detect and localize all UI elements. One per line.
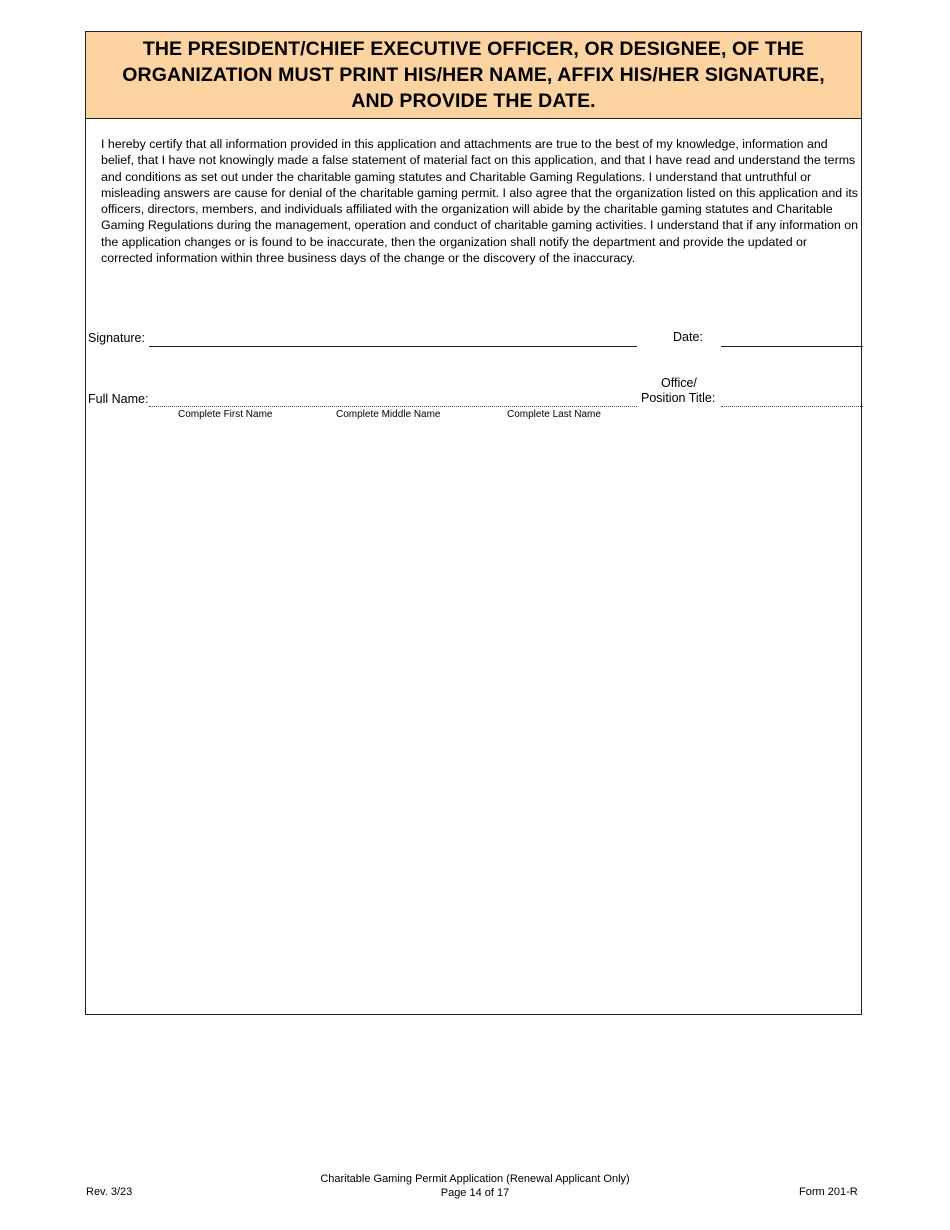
full-name-field[interactable] bbox=[149, 406, 637, 407]
instruction-header bbox=[86, 32, 861, 119]
certification-form-box bbox=[85, 31, 862, 1015]
first-name-caption: Complete First Name bbox=[178, 409, 273, 420]
office-label-line1: Office/ bbox=[661, 376, 697, 390]
date-field[interactable] bbox=[721, 346, 863, 347]
certification-statement: I hereby certify that all information provided in this application and attachments are true to the best of my knowledge, information and belief, that I have not knowingly made a false statement of material fact on this application, and that I have read and understand the terms and conditions as set out under the charitable gaming statutes and Charitable Gaming Regulations. I understand that untruthful or misleading answers are cause for denial of the charitable gaming permit. I also agree that the organization listed on this application and its officers, directors, members, and individuals affiliated with the organization will abide by the charitable gaming statutes and Charitable Gaming Regulations during the management, operation and conduct of charitable gaming activities. I understand that if any information on the application changes or is found to be inaccurate, then the organization shall notify the department and provide the updated or corrected information within three business days of the change or the discovery of the inaccuracy. bbox=[101, 137, 858, 266]
date-label: Date: bbox=[673, 330, 703, 344]
office-label-line2: Position Title: bbox=[641, 391, 716, 405]
full-name-label: Full Name: bbox=[88, 392, 149, 406]
signature-label: Signature: bbox=[88, 331, 145, 345]
footer-center-block bbox=[200, 1172, 750, 1200]
office-position-title-field[interactable] bbox=[721, 406, 863, 407]
signature-field[interactable] bbox=[149, 346, 637, 347]
footer-revision: Rev. 3/23 bbox=[86, 1186, 133, 1198]
footer-page-number: Page 14 of 17 bbox=[440, 1187, 510, 1199]
last-name-caption: Complete Last Name bbox=[507, 409, 601, 420]
middle-name-caption: Complete Middle Name bbox=[336, 409, 441, 420]
footer-form-number: Form 201-R bbox=[799, 1186, 858, 1198]
footer-title: Charitable Gaming Permit Application (Renewal Applicant Only) bbox=[320, 1173, 630, 1185]
instruction-header-text: THE PRESIDENT/CHIEF EXECUTIVE OFFICER, OR DESIGNEE, OF THE ORGANIZATION MUST PRINT HIS/HER NAME, AFFIX HIS/HER SIGNATURE, AND PROVIDE THE DATE. bbox=[122, 38, 825, 112]
